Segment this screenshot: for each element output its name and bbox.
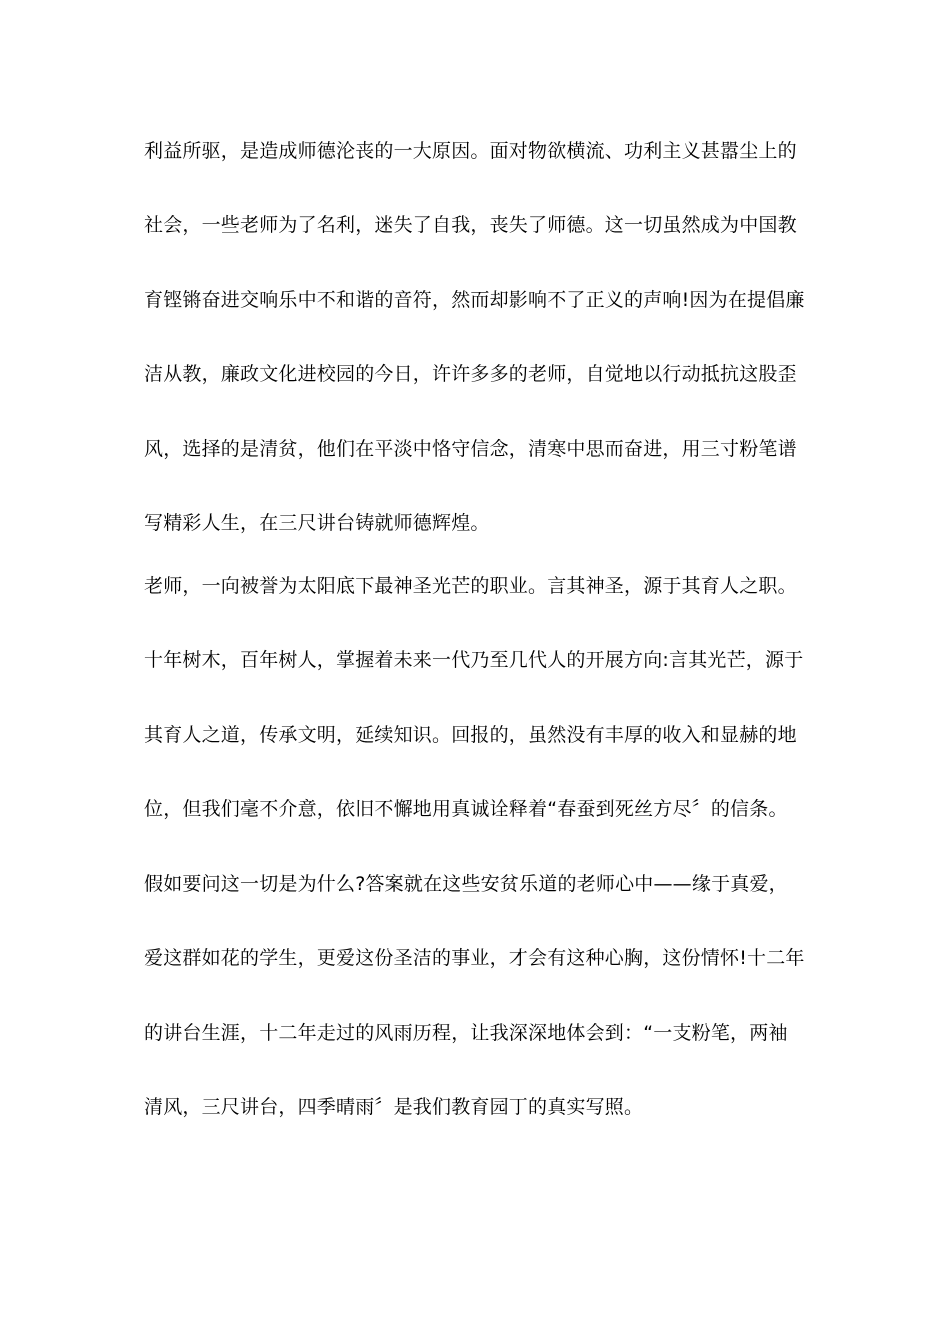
text-line: 社会，一些老师为了名利，迷失了自我，丧失了师德。这一切虽然成为中国教 (144, 214, 797, 236)
text-line: 位，但我们毫不介意，依旧不懈地用真诚诠释着“春蚕到死丝方尽〞的信条。 (144, 798, 788, 820)
text-line: 假如要问这一切是为什么?答案就在这些安贫乐道的老师心中——缘于真爱， (144, 873, 788, 895)
text-line: 清风，三尺讲台，四季晴雨〞是我们教育园丁的真实写照。 (144, 1096, 644, 1118)
text-line: 十年树木，百年树人，掌握着未来一代乃至几代人的开展方向:言其光芒，源于 (144, 649, 804, 671)
text-line: 洁从教，廉政文化进校园的今日，许许多多的老师，自觉地以行动抵抗这股歪 (144, 363, 797, 385)
text-line: 利益所驱，是造成师德沦丧的一大原因。面对物欲横流、功利主义甚嚣尘上的 (144, 140, 797, 162)
text-line: 爱这群如花的学生，更爱这份圣洁的事业，才会有这种心胸，这份情怀!十二年 (144, 947, 805, 969)
text-line: 风，选择的是清贫，他们在平淡中恪守信念，清寒中思而奋进，用三寸粉笔谱 (144, 438, 797, 460)
text-line: 的讲台生涯，十二年走过的风雨历程，让我深深地体会到：“一支粉笔，两袖 (144, 1022, 788, 1044)
text-line: 老师，一向被誉为太阳底下最神圣光芒的职业。言其神圣，源于其育人之职。 (144, 575, 797, 597)
text-line: 其育人之道，传承文明，延续知识。回报的，虽然没有丰厚的收入和显赫的地 (144, 724, 797, 746)
text-line: 写精彩人生，在三尺讲台铸就师德辉煌。 (144, 512, 490, 534)
text-line: 育铿锵奋进交响乐中不和谐的音符，然而却影响不了正义的声响!因为在提倡廉 (144, 289, 805, 311)
